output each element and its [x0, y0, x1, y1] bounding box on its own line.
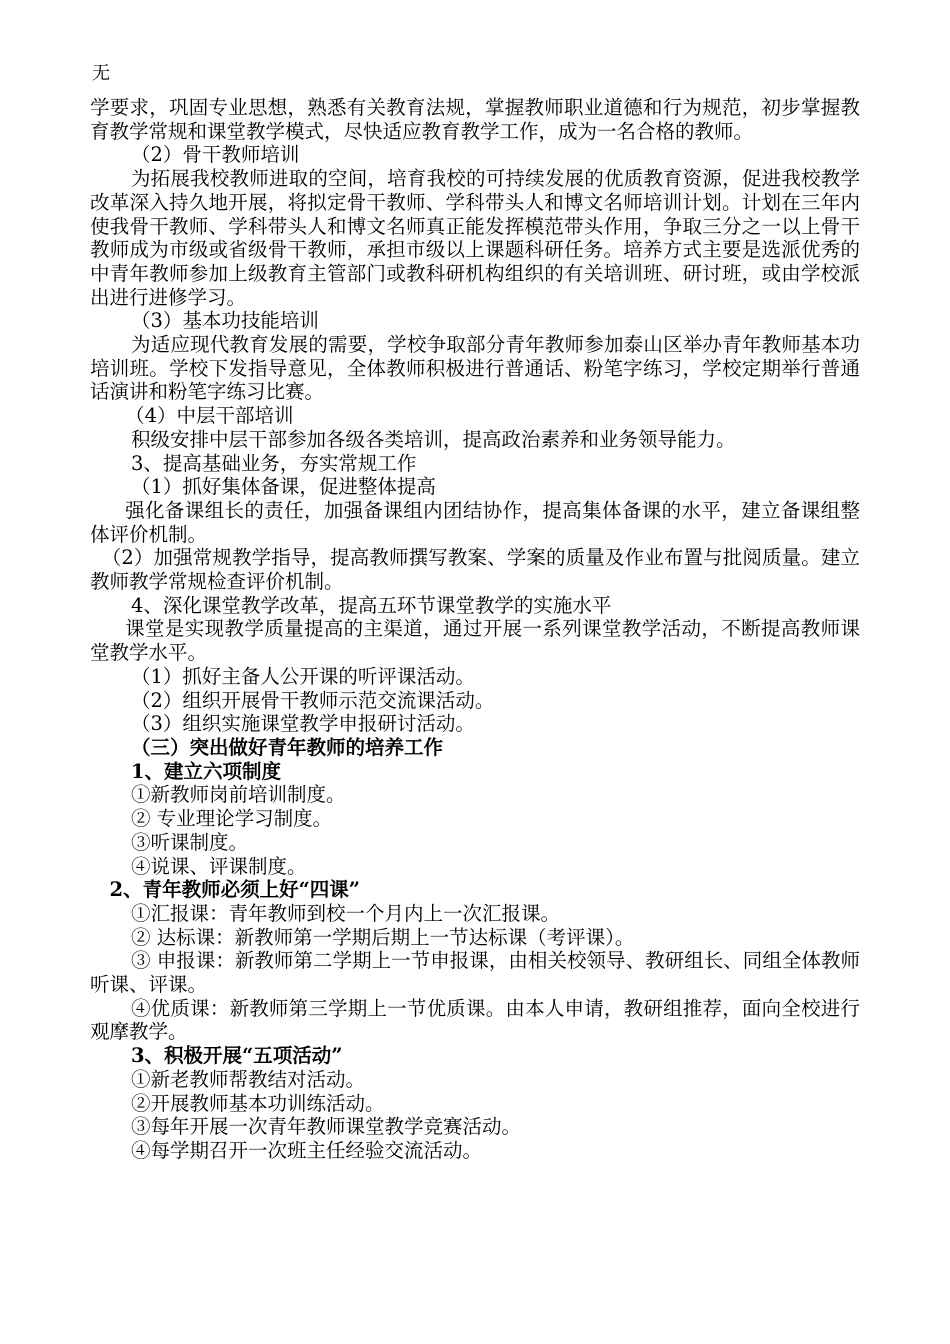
list-item: （3）组织实施课堂教学申报研讨活动。 [130, 712, 475, 736]
section-heading: 1、建立六项制度 [130, 759, 282, 783]
section-heading: 4、深化课堂教学改革，提高五环节课堂教学的实施水平 [130, 593, 612, 617]
subheading: （3）基本功技能培训 [130, 309, 319, 333]
list-item: ④说课、评课制度。 [130, 854, 307, 878]
paragraph: 为拓展我校教师进取的空间，培育我校的可持续发展的优质教育资源，促进我校教学改革深入持久地开展，将拟定骨干教师、学科带头人和博文名师培训计划。计划在三年内使我骨干教师、学科带头人和博文名师真正能发挥模范带头作用，争取三分之一以上骨干教师成为市级或省级骨干教师，承担市级以上课题科研任务。培养方式主要是选派优秀的中青年教师参加上级教育主管部门或教科研机构组织的有关培训班、研讨班，或由学校派出进行进修学习。 [90, 167, 860, 309]
paragraph: 课堂是实现教学质量提高的主渠道，通过开展一系列课堂教学活动，不断提高教师课堂教学水平。 [90, 617, 860, 665]
paragraph: 学要求，巩固专业思想，熟悉有关教育法规，掌握教师职业道德和行为规范，初步掌握教育教学常规和课堂教学模式，尽快适应教育教学工作，成为一名合格的教师。 [90, 96, 860, 143]
page-header: 无 [92, 63, 110, 84]
paragraph: 为适应现代教育发展的需要，学校争取部分青年教师参加泰山区举办青年教师基本功培训班。学校下发指导意见，全体教师积极进行普通话、粉笔字练习，学校定期举行普通话演讲和粉笔字练习比赛。 [90, 333, 860, 404]
list-item: （2）组织开展骨干教师示范交流课活动。 [130, 688, 495, 712]
list-item: ④优质课：新教师第三学期上一节优质课。由本人申请，教研组推荐，面向全校进行观摩教学。 [90, 996, 860, 1044]
list-item: ①汇报课：青年教师到校一个月内上一次汇报课。 [130, 901, 560, 925]
list-item: （1）抓好主备人公开课的听评课活动。 [130, 664, 475, 688]
paragraph: （2）加强常规教学指导，提高教师撰写教案、学案的质量及作业布置与批阅质量。建立教师教学常规检查评价机制。 [90, 546, 860, 594]
section-heading: （三）突出做好青年教师的培养工作 [130, 735, 443, 759]
subheading: （1）抓好集体备课，促进整体提高 [130, 475, 436, 499]
list-item: ④每学期召开一次班主任经验交流活动。 [130, 1138, 482, 1162]
section-heading: 3、提高基础业务，夯实常规工作 [130, 451, 417, 475]
list-item: ② 专业理论学习制度。 [130, 807, 333, 831]
document-body [90, 96, 860, 1163]
list-item: ③ 申报课：新教师第二学期上一节申报课，由相关校领导、教研组长、同组全体教师听课、评课。 [90, 949, 860, 997]
list-item: ①新老教师帮教结对活动。 [130, 1067, 365, 1091]
list-item: ②开展教师基本功训练活动。 [130, 1091, 385, 1115]
section-heading: 3、积极开展“五项活动” [130, 1044, 343, 1068]
subheading: （4）中层干部培训 [125, 404, 294, 428]
paragraph: 积级安排中层干部参加各级各类培训，提高政治素养和业务领导能力。 [130, 427, 736, 451]
section-heading: 2、青年教师必须上好“四课” [109, 878, 361, 902]
paragraph: 强化备课组长的责任，加强备课组内团结协作，提高集体备课的水平，建立备课组整体评价机制。 [90, 498, 860, 546]
list-item: ② 达标课：新教师第一学期后期上一节达标课（考评课）。 [130, 925, 635, 949]
list-item: ③每年开展一次青年教师课堂教学竞赛活动。 [130, 1115, 521, 1139]
list-item: ①新教师岗前培训制度。 [130, 783, 346, 807]
subheading: （2）骨干教师培训 [130, 143, 300, 167]
list-item: ③听课制度。 [130, 830, 248, 854]
